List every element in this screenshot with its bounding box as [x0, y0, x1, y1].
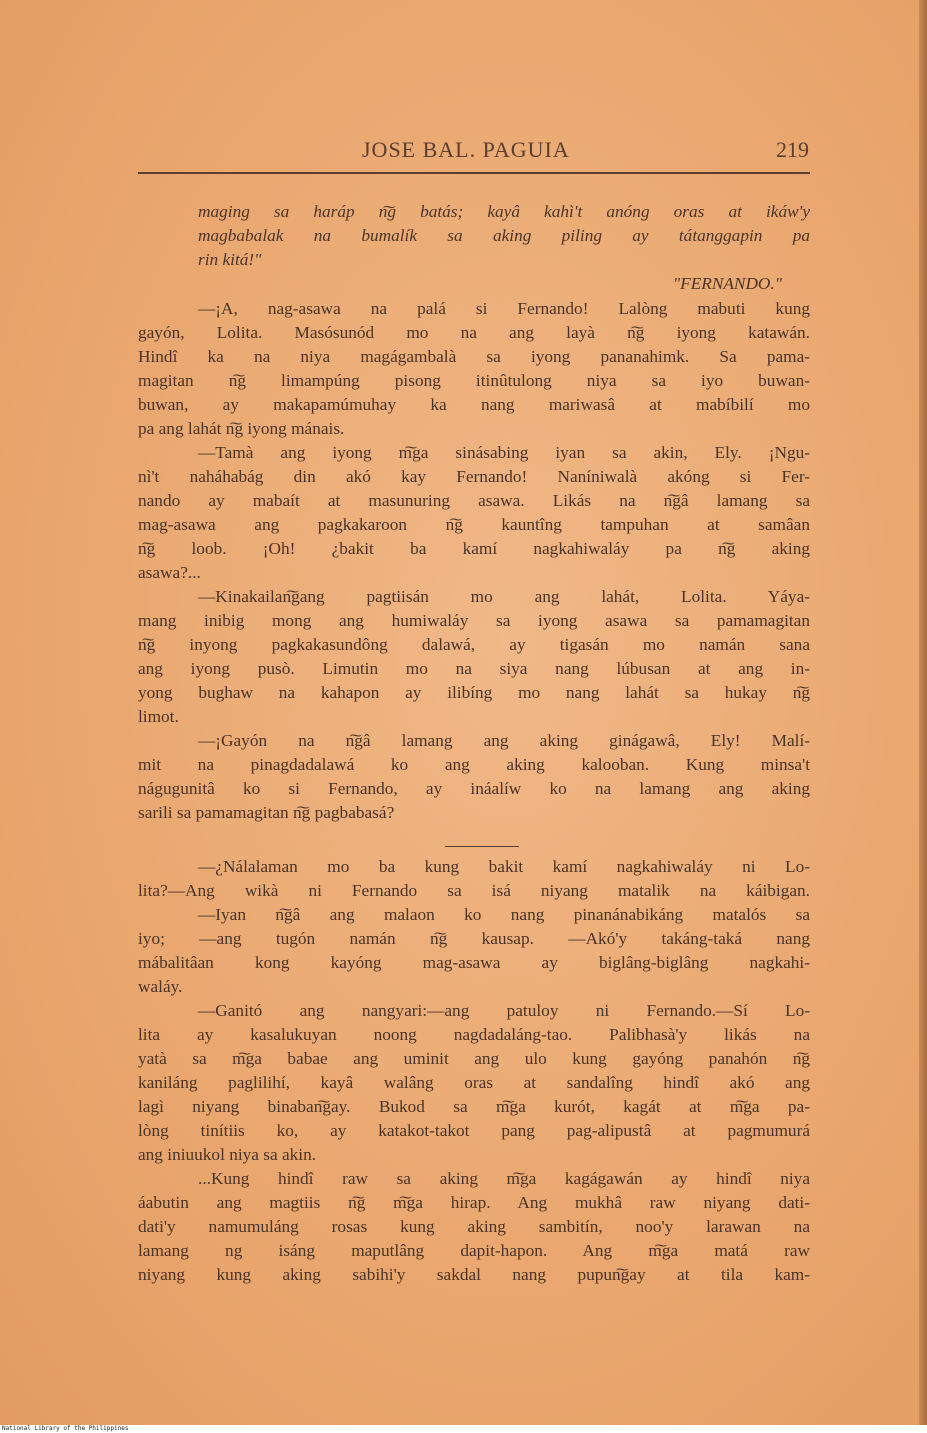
paragraph-line: lòng tinítiis ko, ay katakot-takot pang pag-alipustâ at pagmumurá — [138, 1121, 810, 1140]
page-number: 219 — [776, 137, 809, 162]
paragraph-line: limot. — [138, 707, 179, 726]
paragraph-line: dati'y namumuláng rosas kung aking sambitín, noo'y larawan na — [138, 1217, 810, 1236]
paragraph-line: áabutin ang magtiis n͠g m͠ga hirap. Ang mukhâ raw niyang dati- — [138, 1193, 810, 1212]
paragraph-line: niyang kung aking sabihi'y sakdal nang pupun͠gay at tila kam- — [138, 1265, 810, 1284]
scan-footer: National Library of the Philippines — [0, 1425, 927, 1433]
header-rule — [138, 172, 810, 174]
paragraph-line: lita ay kasalukuyan noong nagdadaláng-tao. Palibhasà'y likás na — [138, 1025, 810, 1044]
paragraph-line: lamang ng isáng maputlâng dapit-hapon. Ang m͠ga matá raw — [138, 1241, 810, 1260]
paragraph-line: mag-asawa ang pagkakaroon n͠g kauntîng tampuhan at samâan — [138, 515, 810, 534]
paragraph-line: nágugunitâ ko si Fernando, ay ináalíw ko na lamang ang aking — [138, 779, 810, 798]
paragraph-line: sarili sa pamamagitan n͠g pagbabasá? — [138, 803, 395, 822]
paragraph-line: —Ganitó ang nangyari:—ang patuloy ni Fernando.—Sí Lo- — [198, 1001, 810, 1020]
section-divider — [445, 846, 519, 847]
paragraph-line: —Tamà ang iyong m͠ga sinásabing iyan sa akin, Ely. ¡Ngu- — [198, 443, 810, 462]
paragraph-line: magitan n͠g limampúng pisong itinûtulong niya sa iyo buwan- — [138, 371, 810, 390]
paragraph-line: lita?—Ang wikà ni Fernando sa isá niyang matalik na káibigan. — [138, 881, 810, 900]
letter-line: magbabalak na bumalík sa aking piling ay tátanggapin pa — [198, 226, 810, 245]
paragraph-line: ang iniuukol niya sa akin. — [138, 1145, 317, 1164]
running-header-title: JOSE BAL. PAGUIA — [362, 137, 570, 162]
paragraph-line: —¡Gayón na n͠gâ lamang ang aking ginágawâ, Ely! Malí- — [198, 731, 810, 750]
paragraph-line: mábalitâan kong kayóng mag-asawa ay biglâng-biglâng nagkahi- — [138, 953, 810, 972]
paragraph-line: buwan, ay makapamúmuhay ka nang mariwasâ at mabíbilí mo — [138, 395, 810, 414]
paragraph-line: n͠g inyong pagkakasundông dalawá, ay tigasán mo namán sana — [138, 635, 810, 654]
paragraph-line: —¡A, nag-asawa na palá si Fernando! Lalòng mabuti kung — [198, 299, 810, 318]
paragraph-line: lagì niyang binaban͠gay. Bukod sa m͠ga kurót, kagát at m͠ga pa- — [138, 1097, 810, 1116]
paragraph-line: ...Kung hindî raw sa aking m͠ga kagágawán ay hindî niya — [198, 1169, 810, 1188]
paragraph-line: mang inibig mong ang humiwaláy sa iyong asawa sa pamamagitan — [138, 611, 810, 630]
paragraph-line: ang iyong pusò. Limutin mo na siya nang lúbusan at ang in- — [138, 659, 810, 678]
paragraph-line: pa ang lahát n͠g iyong mánais. — [138, 419, 345, 438]
paragraph-line: kaniláng paglilihí, kayâ walâng oras at sandalîng hindî akó ang — [138, 1073, 810, 1092]
paragraph-line: —Iyan n͠gâ ang malaon ko nang pinanánabikáng matalós sa — [198, 905, 810, 924]
paragraph-line: —Kinakailan͠gang pagtiisán mo ang lahát, Lolita. Yáya- — [198, 587, 810, 606]
page-edge — [919, 0, 927, 1425]
letter-signature: "FERNANDO." — [672, 274, 782, 293]
paragraph-line: —¿Nálalaman mo ba kung bakit kamí nagkahiwaláy ni Lo- — [198, 857, 810, 876]
paragraph-line: iyo; —ang tugón namán n͠g kausap. —Akó'y takáng-taká nang — [138, 929, 810, 948]
paragraph-line: mit na pinagdadalawá ko ang aking kalooban. Kung minsa't — [138, 755, 810, 774]
dialogue-part-2 — [138, 855, 810, 1287]
paragraph-line: waláy. — [138, 977, 183, 996]
paragraph-line: nando ay mabaít at masunuring asawa. Likás na n͠gâ lamang sa — [138, 491, 810, 510]
paragraph-line: yong bughaw na kahapon ay ilibíng mo nang lahát sa hukay n͠g — [138, 683, 810, 702]
paragraph-line: nì't naháhabág din akó kay Fernando! Naníniwalà akóng si Fer- — [138, 467, 810, 486]
paragraph-line: gayón, Lolita. Masósunód mo na ang layà n͠g iyong katawán. — [138, 323, 810, 342]
letter-excerpt — [138, 200, 810, 296]
dialogue-part-1 — [138, 297, 810, 825]
paragraph-line: asawa?... — [138, 563, 201, 582]
letter-line: maging sa haráp n͠g batás; kayâ kahì't anóng oras at ikáw'y — [198, 202, 810, 221]
paragraph-line: yatà sa m͠ga babae ang uminit ang ulo kung gayóng panahón n͠g — [138, 1049, 810, 1068]
paragraph-line: Hindî ka na niya magágambalà sa iyong pananahimk. Sa pama- — [138, 347, 810, 366]
letter-line: rin kitá!" — [198, 250, 262, 269]
paragraph-line: n͠g loob. ¡Oh! ¿bakit ba kamí nagkahiwaláy pa n͠g aking — [138, 539, 810, 558]
